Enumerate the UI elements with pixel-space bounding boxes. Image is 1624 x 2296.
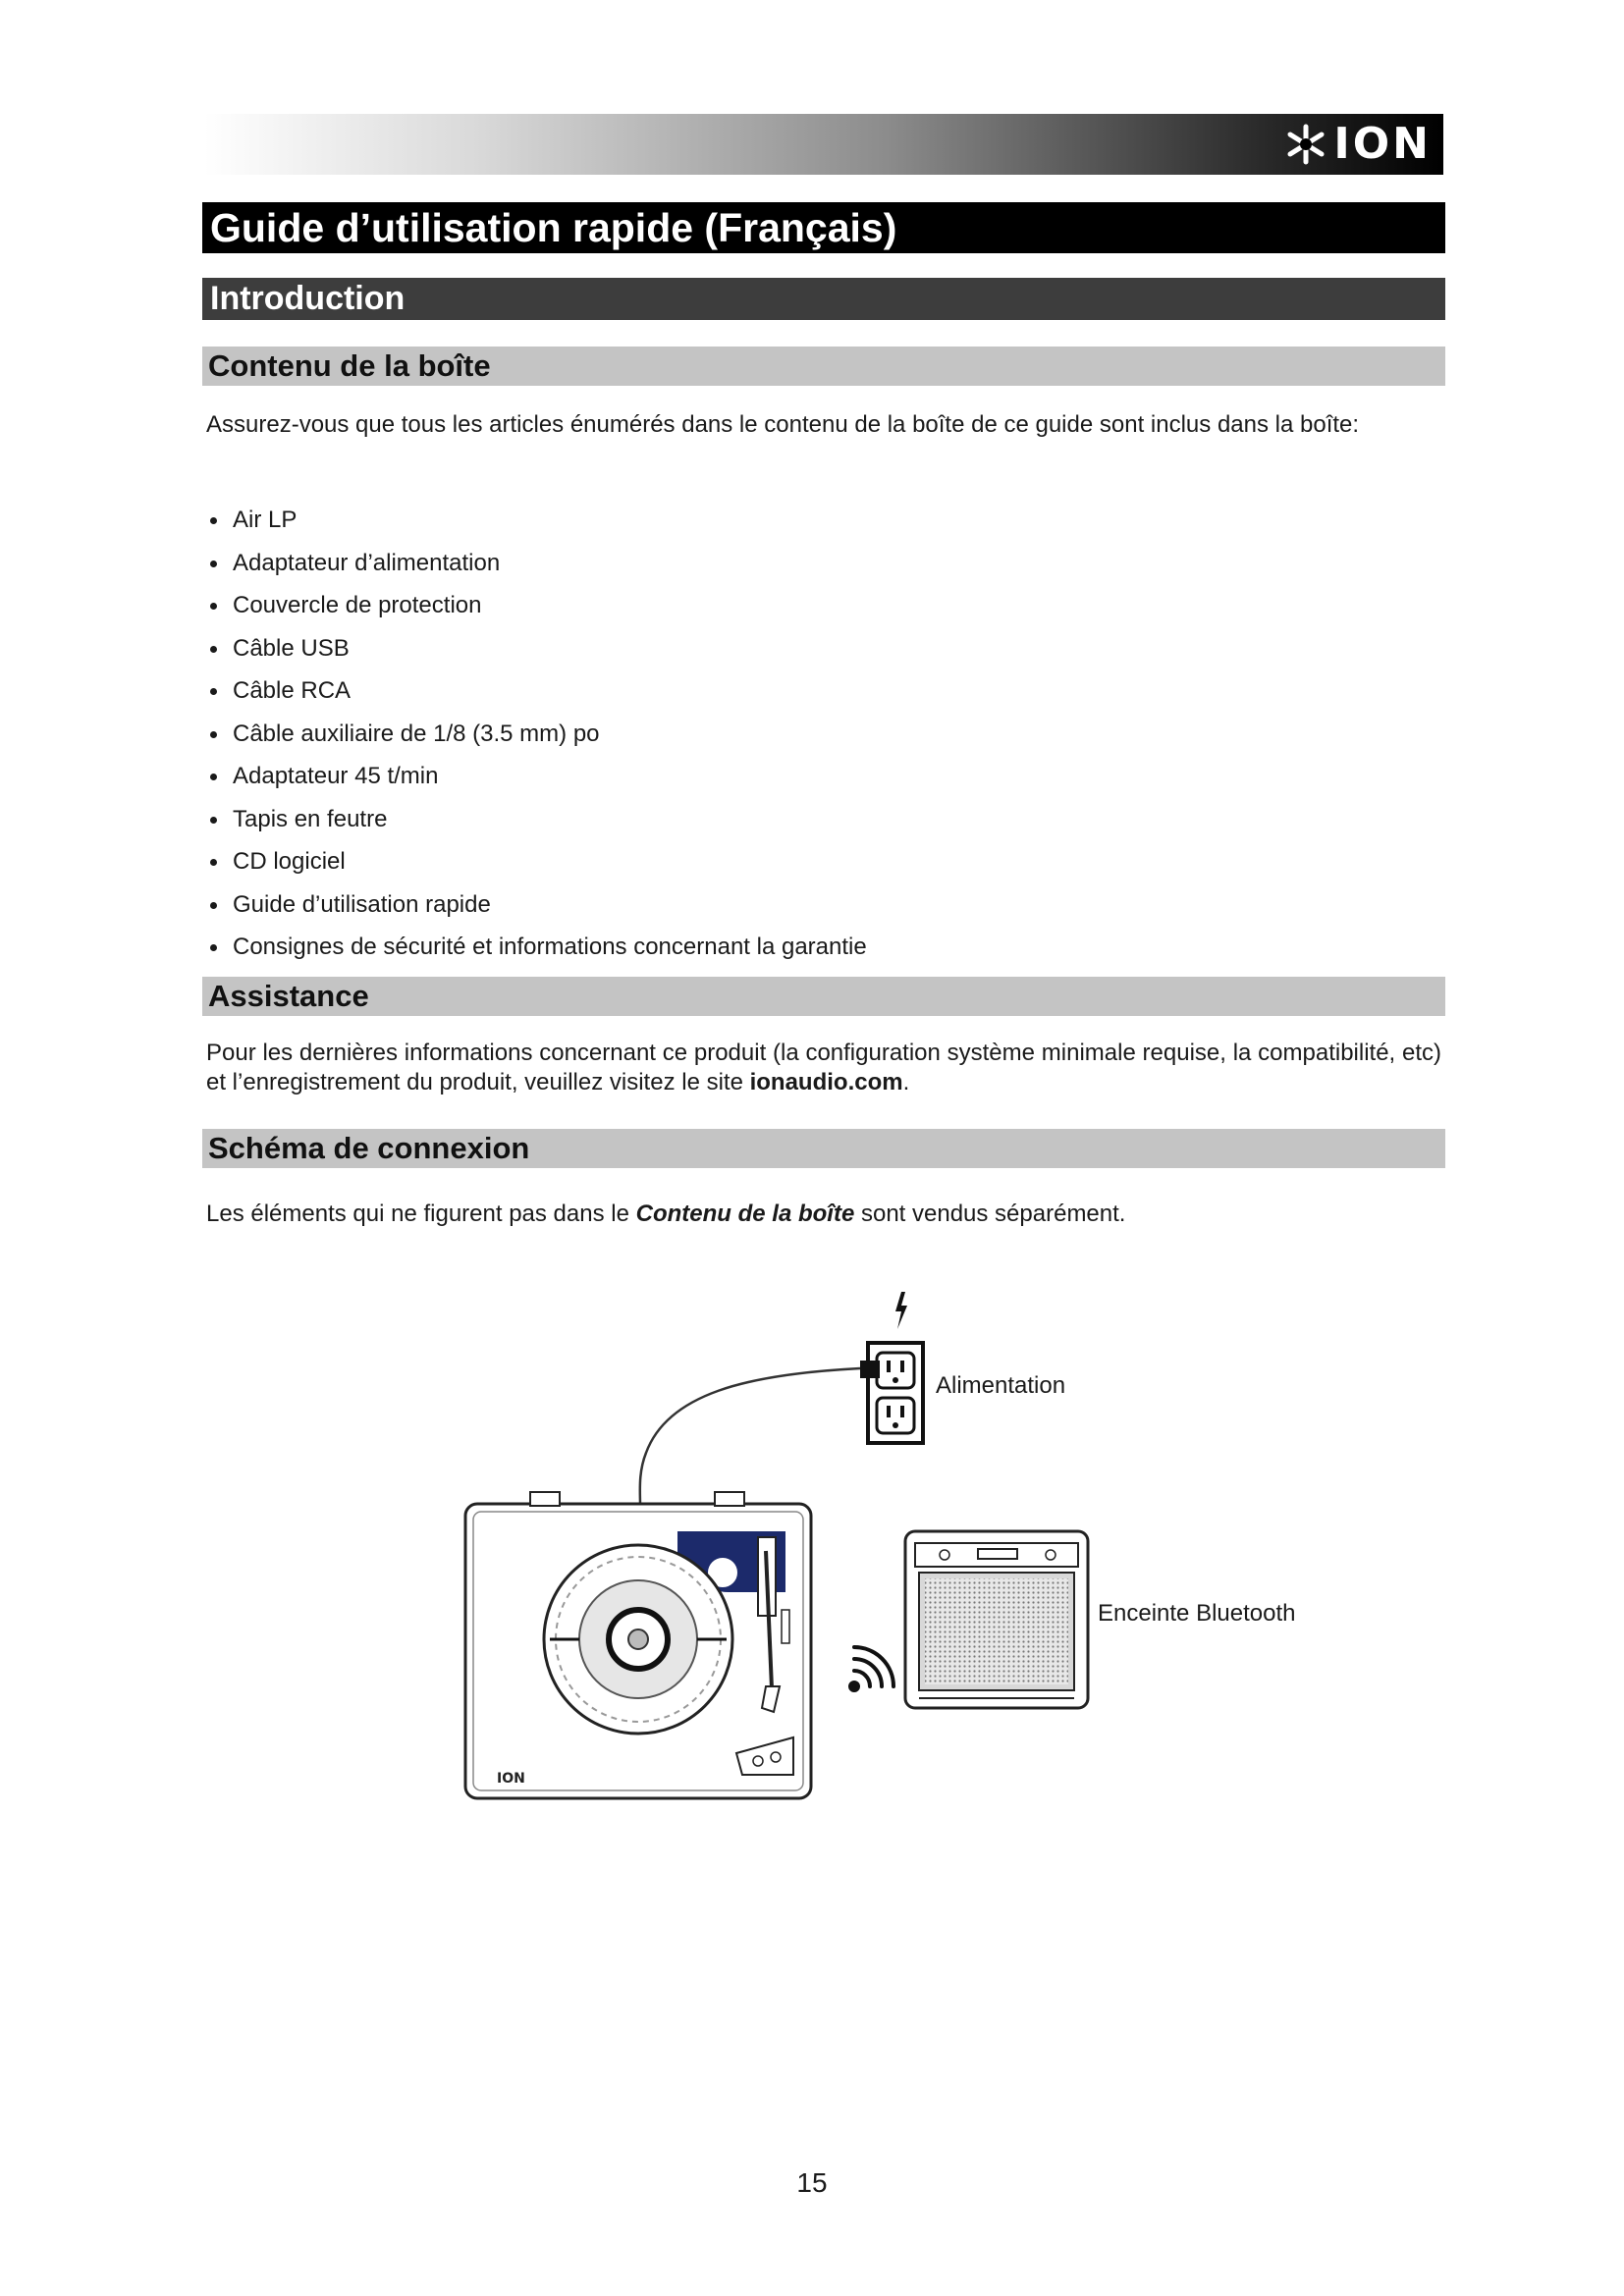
- list-item: Consignes de sécurité et informations concernant la garantie: [206, 926, 867, 969]
- box-contents-intro: Assurez-vous que tous les articles énumérés dans le contenu de la boîte de ce guide sont inclus dans la boîte:: [206, 411, 1360, 438]
- subheading-box-contents: Contenu de la boîte: [202, 347, 1445, 386]
- list-item: Câble auxiliaire de 1/8 (3.5 mm) po: [206, 713, 867, 756]
- brand-name: ION: [1333, 119, 1432, 169]
- list-item: Guide d’utilisation rapide: [206, 883, 867, 927]
- turntable-illustration: [465, 1492, 811, 1798]
- bluetooth-signal-icon: [850, 1647, 893, 1690]
- list-item: CD logiciel: [206, 840, 867, 883]
- connection-note-end: sont vendus séparément.: [854, 1201, 1126, 1227]
- bluetooth-speaker-illustration: [905, 1531, 1088, 1708]
- list-item: Câble RCA: [206, 669, 867, 713]
- power-outlet-icon: [860, 1343, 923, 1443]
- label-bluetooth-speaker: Enceinte Bluetooth: [1098, 1600, 1296, 1627]
- section-heading-introduction: Introduction: [202, 278, 1445, 320]
- list-item: Tapis en feutre: [206, 798, 867, 841]
- list-item: Couvercle de protection: [206, 584, 867, 627]
- assistance-text-body: Pour les dernières informations concernant ce produit (la configuration système minimale requise, la compatibilité, etc) et l’enregistrement du produit, veuillez visitez le site: [206, 1040, 1441, 1095]
- subheading-connection-diagram: Schéma de connexion: [202, 1129, 1445, 1168]
- label-power: Alimentation: [936, 1372, 1066, 1399]
- list-item: Câble USB: [206, 627, 867, 670]
- assistance-text-end: .: [902, 1069, 910, 1095]
- page-number: 15: [796, 2167, 828, 2198]
- turntable-brand: ION: [497, 1771, 525, 1787]
- power-cable: [640, 1368, 860, 1504]
- support-link[interactable]: ionaudio.com: [749, 1069, 903, 1095]
- list-item: Air LP: [206, 499, 867, 542]
- connection-note-start: Les éléments qui ne figurent pas dans le: [206, 1201, 636, 1227]
- connection-note-emphasis: Contenu de la boîte: [635, 1201, 855, 1227]
- list-item: Adaptateur 45 t/min: [206, 755, 867, 798]
- subheading-assistance: Assistance: [202, 977, 1445, 1016]
- list-item: Adaptateur d’alimentation: [206, 542, 867, 585]
- lightning-bolt-icon: [895, 1292, 907, 1329]
- page-title: Guide d’utilisation rapide (Français): [202, 202, 1445, 253]
